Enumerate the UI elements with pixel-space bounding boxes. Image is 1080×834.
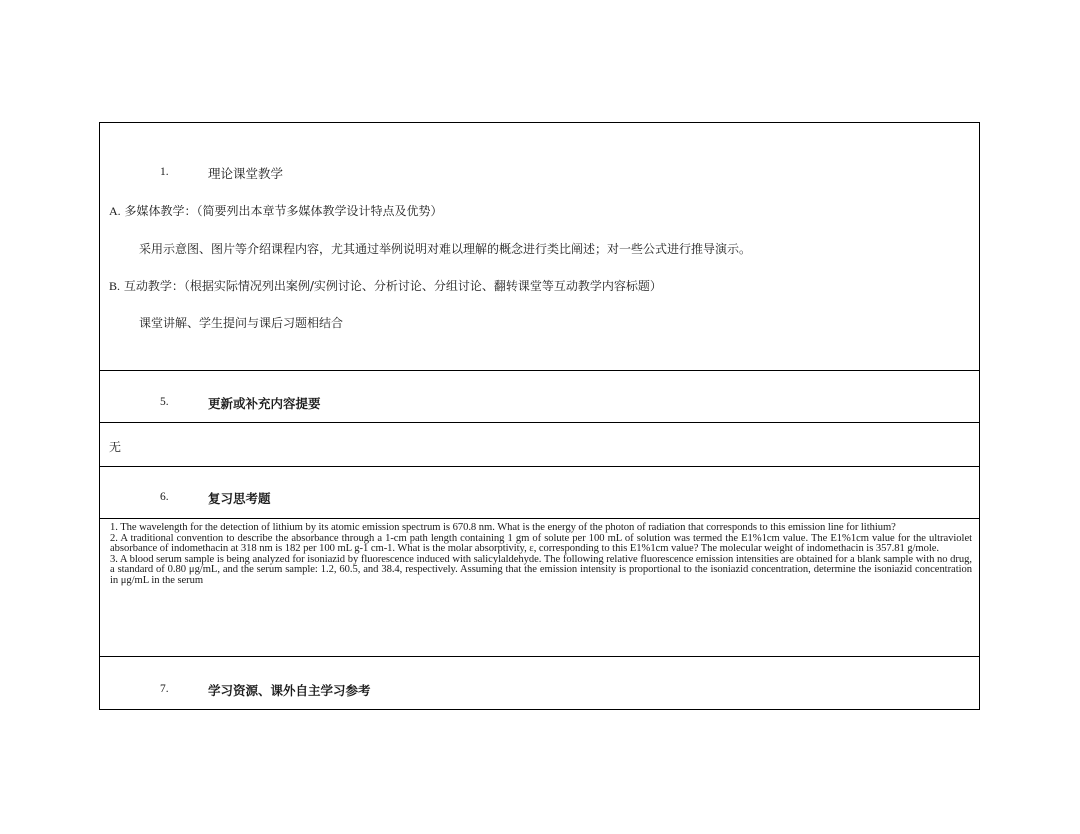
interactive-prefix: B. (109, 279, 121, 293)
section-title: 理论课堂教学 (208, 166, 284, 181)
interactive-title: 互动教学：（根据实际情况列出案例/实例讨论、分析讨论、分组讨论、翻转课堂等互动教学内容标题） (120, 279, 662, 293)
section-number: 6. (160, 491, 169, 503)
section-number: 7. (160, 683, 169, 695)
multimedia-content: 采用示意图、图片等介绍课程内容，尤其通过举例说明对难以理解的概念进行类比阐述；对一些公式进行推导演示。 (139, 242, 752, 256)
multimedia-title: 多媒体教学：（简要列出本章节多媒体教学设计特点及优势） (120, 204, 443, 218)
section-title: 更新或补充内容提要 (208, 396, 321, 411)
interactive-content: 课堂讲解、学生提问与课后习题相结合 (139, 316, 344, 330)
section-update-content (100, 423, 979, 467)
section-review-questions (100, 519, 979, 657)
interactive-heading (109, 277, 662, 294)
multimedia-heading (109, 202, 443, 219)
section-update-header (100, 371, 979, 423)
section-review-header (100, 467, 979, 519)
question-item: 2. A traditional convention to describe the absorbance through a 1-cm path length containing 1 gm of solute per 100 mL of solution was termed the E1%1cm value. The E1%1cm value for the ultraviolet absorbance of indomethacin at 318 nm is 182 per 100 mL g-1 cm-1. What is the molar absorptivity, ε, corresponding to this E1%1cm value? The molecular weight of indomethacin is 357.81 g/mole. (110, 532, 972, 554)
update-content: 无 (109, 440, 122, 454)
section-resources-header (100, 657, 979, 709)
section-number: 5. (160, 396, 169, 408)
section-number: 1. (160, 166, 169, 178)
section-title: 学习资源、课外自主学习参考 (208, 683, 371, 698)
question-item: 3. A blood serum sample is being analyzed for isoniazid by fluorescence induced with salicylaldehyde. The following relative fluorescence emission intensities are obtained for a blank sample with no drug, a standard of 0.80 μg/mL, and the serum sample: 1.2, 60.5, and 38.4, respectively. Assuming that the emission intensity is proportional to the isoniazid concentration, determine the isoniazid concentration in μg/mL in the serum (110, 553, 972, 586)
section-teaching (100, 123, 979, 371)
multimedia-prefix: A. (109, 204, 121, 218)
section-title: 复习思考题 (208, 491, 271, 506)
document-table (99, 122, 980, 710)
question-item: 1. The wavelength for the detection of lithium by its atomic emission spectrum is 670.8 nm. What is the energy of the photon of radiation that corresponds to this emission line for lithium? (110, 522, 896, 533)
question-list (110, 523, 972, 586)
